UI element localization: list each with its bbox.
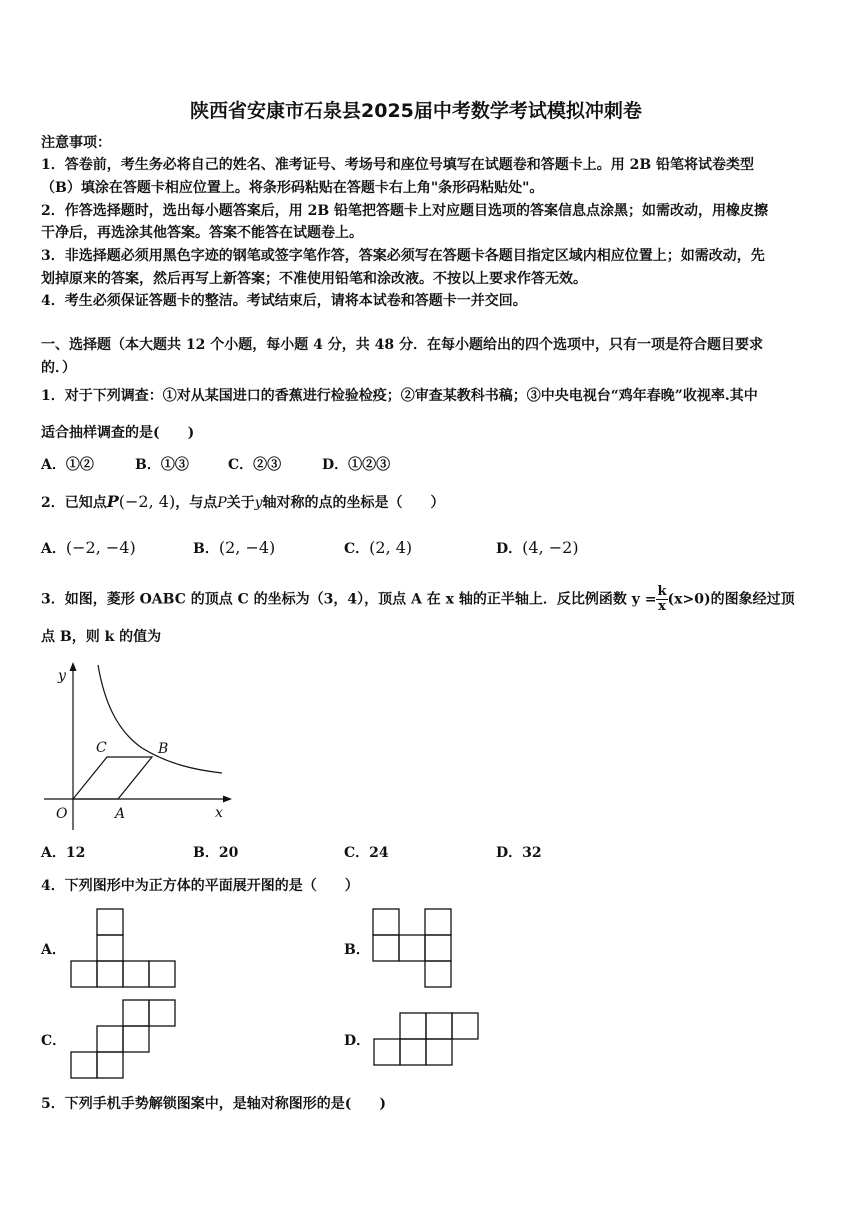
notice-line: （B）填涂在答题卡相应位置上。将条形码粘贴在答题卡右上角"条形码粘贴处"。 [41,180,544,196]
q1-option-b: B．①③ [135,457,189,473]
fraction-k-over-x: $\frac{k}{x}$ [657,584,667,614]
question-1-text-cont: 适合抽样调查的是( ) [41,425,195,441]
notice-line: 干净后，再选涂其他答案。答案不能答在试题卷上。 [41,225,363,241]
q2-point2: P [217,495,227,511]
question-1-text: 1．对于下列调查：①对从某国进口的香蕉进行检验检疫；②审查某教科书稿；③中央电视台“鸡年春晚”收视率.其中 [41,388,758,404]
notice-line: 3．非选择题必须用黑色字迹的钢笔或签字笔作答，答案必须写在答题卡各题目指定区域内相应位置上；如需改动，先 [41,248,765,264]
q2-option-d: D．(4, −2) [496,538,579,557]
question-2-text [41,492,445,513]
q4-net-a [70,908,180,990]
label-y: y [58,668,66,684]
question-3-text-cont: 点 B，则 k 的值为 [41,629,162,645]
notice-line: 4．考生必须保证答题卡的整洁。考试结束后，请将本试卷和答题卡一并交回。 [41,293,527,309]
q2-suffix: 轴对称的点的坐标是（ ） [262,495,445,511]
rhombus-oabc [73,757,152,799]
q3-option-c: C．24 [344,845,389,861]
label-b: B [158,741,169,757]
label-c: C [96,740,107,756]
q1-option-d: D．①②③ [322,457,391,473]
notice-line: 1．答卷前，考生务必将自己的姓名、准考证号、考场号和座位号填写在试题卷和答题卡上。用 2B 铅笔将试卷类型 [41,157,755,173]
q2-axis: y [254,495,263,511]
question-4-text: 4．下列图形中为正方体的平面展开图的是（ ） [41,878,359,894]
notice-heading: 注意事项： [41,135,111,151]
q3-text-b: (x>0)的图象经过顶 [667,591,795,608]
q4-net-d [373,1012,483,1068]
q4-option-d-label: D． [344,1033,371,1049]
q4-option-a-label: A． [41,942,66,958]
q3-option-a: A．12 [41,845,86,861]
q3-option-b: B．20 [193,845,239,861]
page-title: 陕西省安康市石泉县2025届中考数学考试模拟冲刺卷 [190,100,642,122]
q4-net-b [372,908,457,990]
question-3-text [41,585,795,614]
q4-option-c-label: C． [41,1033,67,1049]
q4-net-c [70,999,180,1081]
y-axis-arrow [70,662,77,671]
label-x: x [215,805,223,821]
q2-option-b: B．(2, −4) [193,538,276,557]
x-axis-arrow [223,796,232,803]
q4-option-b-label: B． [344,942,370,958]
q2-middle2: 关于 [226,495,255,511]
label-a: A [115,806,126,822]
section-heading: 一、选择题（本大题共 12 个小题，每小题 4 分，共 48 分．在每小题给出的四个选项中，只有一项是符合题目要求 [41,337,763,353]
q3-rhombus-figure [40,660,240,835]
q2-coord: (−2, 4) [118,492,176,511]
question-5-text: 5．下列手机手势解锁图案中，是轴对称图形的是( ) [41,1096,386,1112]
q2-point: P [106,492,119,511]
label-o: O [56,806,68,822]
q1-option-c: C．②③ [228,457,282,473]
notice-line: 划掉原来的答案，然后再写上新答案；不准使用铅笔和涂改液。不按以上要求作答无效。 [41,271,587,287]
q2-option-c: C．(2, 4) [344,538,413,557]
q1-option-a: A．①② [41,457,94,473]
section-heading-cont: 的．） [41,360,76,376]
q2-middle: ，与点 [175,495,218,511]
q2-prefix: 2．已知点 [41,495,107,511]
q3-text-a: 3．如图，菱形 OABC 的顶点 C 的坐标为（3，4），顶点 A 在 x 轴的正半轴上．反比例函数 y = [41,591,657,608]
notice-line: 2．作答选择题时，选出每小题答案后，用 2B 铅笔把答题卡上对应题目选项的答案信息点涂黑；如需改动，用橡皮擦 [41,203,769,219]
q3-option-d: D．32 [496,845,542,861]
q2-option-a: A．(−2, −4) [41,538,136,557]
